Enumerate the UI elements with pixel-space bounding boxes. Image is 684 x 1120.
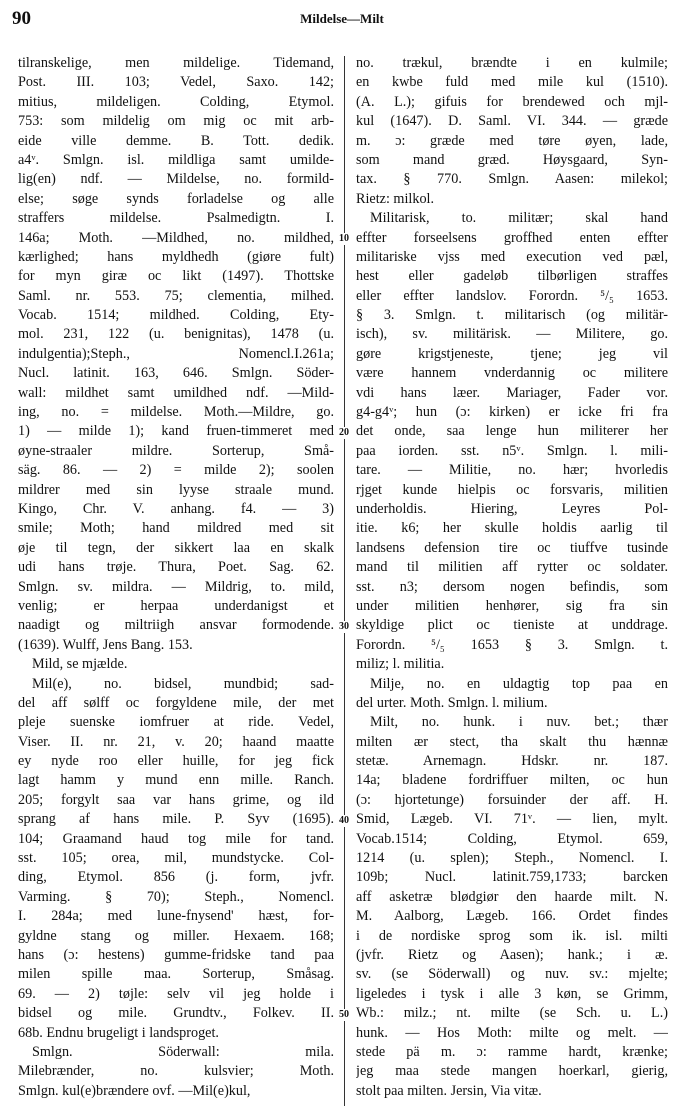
text-line: smile; Moth; hand mildred med sit [18, 520, 334, 537]
text-line: lig(en) ndf. — Mildelse, no. formild- [18, 171, 334, 188]
text-line: Milebrænder, no. kulsvier; Moth. [18, 1063, 334, 1080]
text-line: bidsel og mile. Grundtv., Folkev. II. [18, 1005, 334, 1022]
text-line: 68b. Endnu brugeligt i landsproget. [18, 1024, 219, 1041]
text-line: Mild, se mjælde. [32, 656, 128, 673]
text-line: sprang af hans mile. P. Syv (1695). [18, 811, 334, 828]
text-line: 109b; Nucl. latinit.759,1733; barcken [356, 869, 668, 886]
text-line: 205; forgylt saa var hans grime, og ild [18, 791, 334, 808]
text-line: a4ᵛ. Smlgn. isl. mildliga samt umilde- [18, 151, 334, 168]
text-line: wall: mildhet samt umildhed ndf. —Mild- [18, 384, 334, 401]
text-line: mildrer med sin lyyse straale mund. [18, 481, 334, 498]
text-line: paa iorden. sst. n5ᵛ. Smlgn. l. mili- [356, 442, 668, 459]
text-line: rjget kunde hielpis oc forsvaris, militien [356, 481, 668, 498]
text-line: ing, no. = mildelse. Moth.—Mildre, go. [18, 404, 334, 421]
text-line: tare. — Militie, no. hær; hvorledis [356, 462, 668, 479]
line-number-marker: 30 [339, 620, 349, 632]
text-line: landsens defension tire oc tiuffve tusinde [356, 539, 668, 556]
text-line: straffers mildelse. Psalmedigtn. I. [18, 210, 334, 227]
text-line: 14a; bladene fordriffuer milten, oc hun [356, 772, 668, 789]
text-line: 69. — 2) tøjle: selv vil jeg holde i [18, 985, 334, 1002]
text-line: ey nyde roo eller huille, for jeg fick [18, 753, 334, 770]
text-line: Milje, no. en uldagtig top paa en [370, 675, 668, 692]
text-line: gøre krigstjeneste, tjene; jeg vil [356, 345, 668, 362]
text-line: Wb.: milz.; nt. milte (se Sch. u. L.) [356, 1005, 668, 1022]
text-line: Saml. nr. 553. 75; clementia, milhed. [18, 287, 334, 304]
text-line: Smlgn. kul(e)brændere ovf. —Mil(e)kul, [18, 1082, 251, 1099]
line-number-marker: 10 [339, 232, 349, 244]
text-line: kul (1647). D. Saml. VI. 344. — græde [356, 113, 668, 130]
text-line: øje til tegn, der sikkert laa en skalk [18, 539, 334, 556]
column-divider [344, 56, 345, 1106]
text-line: øyne-straaler mildre. Sorterup, Små- [18, 442, 334, 459]
text-line: 1) — milde 1); kand fruen-timmeret med [18, 423, 334, 440]
text-line: underholdis. Hiering, Leyres Pol- [356, 500, 668, 517]
text-line: milen spille maa. Sorterup, Småsag. [18, 966, 334, 983]
text-line: som mand græd. Høysgaard, Syn- [356, 151, 668, 168]
text-line: indulgentia);Steph., Nomencl.I.261a; [18, 345, 334, 362]
text-line: 104; Graamand haud tog mile for tand. [18, 830, 334, 847]
text-line: 1214 (u. splen); Steph., Nomencl. I. [356, 850, 668, 867]
page-header [0, 6, 684, 32]
text-line: være hannem vnderdannig oc militere [356, 365, 668, 382]
text-line: else; søge synds forladelse og alle [18, 190, 334, 207]
text-line: no. trækul, brændte i en kulmile; [356, 55, 668, 71]
text-line: Forordn. ⁵/₅ 1653 § 3. Smlgn. t. [356, 636, 668, 653]
text-line: Militarisk, to. militær; skal hand [370, 210, 668, 227]
text-line: I. 284a; med lune-fnysend' hæst, for- [18, 908, 334, 925]
text-line: tilranskelige, men mildelige. Tidemand, [18, 55, 334, 71]
text-line: Varming. § 70); Steph., Nomencl. [18, 888, 334, 905]
text-line: gyldne stang og miller. Hexaem. 168; [18, 927, 334, 944]
text-line: Rietz: milkol. [356, 190, 435, 207]
line-number-marker: 50 [339, 1008, 349, 1020]
text-line: kærlighed; hans myldhedh (giøre fult) [18, 248, 334, 265]
text-line: g4-g4ᵛ; hun (ɔ: kirken) er icke fri fra [356, 404, 668, 421]
text-line: Smid, Lægeb. VI. 71ᵛ. — lien, mylt. [356, 811, 668, 828]
text-line: milten ær stect, tha skalt thu hænnæ [356, 733, 668, 750]
text-line: Nucl. latinit. 163, 646. Smlgn. Söder- [18, 365, 334, 382]
text-line: hans (ɔ: hestens) gumme-fridske tand paa [18, 946, 334, 963]
text-line: isch), sv. militärisk. — Militere, go. [356, 326, 668, 343]
text-line: mol. 231, 122 (u. benignitas), 1478 (u. [18, 326, 334, 343]
text-line: del urter. Moth. Smlgn. l. milium. [356, 694, 548, 711]
text-line: venlig; er herpaa underdanigst et [18, 597, 334, 614]
text-line: sst. 105; orea, mil, mundstycke. Col- [18, 850, 334, 867]
text-line: Smlgn. Söderwall: mila. [32, 1043, 334, 1060]
text-line: m. ɔ: græde med tøre øyen, lade, [356, 132, 668, 149]
text-line: stolt paa milten. Jersin, Via vitæ. [356, 1082, 542, 1099]
text-line: tax. § 770. Smlgn. Aasen: milekol; [356, 171, 668, 188]
text-line: ligeledes i tysk i alle 3 køn, se Grimm, [356, 985, 668, 1002]
running-title: Mildelse—Milt [300, 11, 384, 26]
text-line: (1639). Wulff, Jens Bang. 153. [18, 636, 193, 653]
text-line: miliz; l. militia. [356, 656, 445, 673]
right-column [356, 54, 668, 1101]
text-line: M. Aalborg, Lægeb. 166. Ordet findes [356, 908, 668, 925]
text-line: for myn giræ oc likt (1497). Thottske [18, 268, 334, 285]
text-line: mand til militien aff rytter oc soldater. [356, 559, 668, 576]
text-line: Mil(e), no. bidsel, mundbid; sad- [32, 675, 334, 692]
text-line: Milt, no. hunk. i nuv. bet.; thær [370, 714, 668, 731]
text-line: under militien henhører, sig fra sin [356, 597, 668, 614]
text-line: Vocab.1514; Colding, Etymol. 659, [356, 830, 668, 847]
text-line: § 3. Smlgn. t. militarisch (og militär- [356, 307, 668, 324]
text-line: hunk. — Hos Moth: milte og melt. — [356, 1024, 668, 1041]
text-line: 146a; Moth. —Mildhed, no. mildhed, [18, 229, 334, 246]
text-line: det onde, saa lenge hun militerer her [356, 423, 668, 440]
text-line: naadigt og miltriigh ansvar formodende. [18, 617, 334, 634]
text-line: effter forseelsens groffhed enten effter [356, 229, 668, 246]
text-line: i de nordiske sprog som ik. isl. milti [356, 927, 668, 944]
text-line: skyldige plict oc tieniste at unddrage. [356, 617, 668, 634]
text-line: Smlgn. sv. mildra. — Mildrig, to. mild, [18, 578, 334, 595]
text-line: militariske vjss med execution ved pæl, [356, 248, 668, 265]
text-line: (A. L.); gifuis for brendewed och mjl- [356, 93, 668, 110]
text-line: lagt hamm y mund enn mille. Ranch. [18, 772, 334, 789]
text-line: stede pä m. ɔ: ramme hardt, krænke; [356, 1043, 668, 1060]
text-line: (jvfr. Rietz og Aasen); hank.; i æ. [356, 946, 668, 963]
text-line: Viser. II. nr. 21, v. 20; haand maatte [18, 733, 334, 750]
line-number-marker: 20 [339, 426, 349, 438]
text-line: del aff sølff oc forgyldene mile, der met [18, 694, 334, 711]
text-line: säg. 86. — 2) = milde 2); soolen [18, 462, 334, 479]
text-line: ding, Etymol. 856 (j. form, jvfr. [18, 869, 334, 886]
text-line: sst. n3; dersom nogen befindis, som [356, 578, 668, 595]
page-number: 90 [12, 8, 31, 29]
text-line: jeg maa stede mangen hoerkarl, gierig, [356, 1063, 668, 1080]
text-line: Post. III. 103; Vedel, Saxo. 142; [18, 74, 334, 91]
text-line: sv. (se Söderwall) og nuv. sv.: mjelte; [356, 966, 668, 983]
text-line: itie. k6; her skulle holdis aarlig til [356, 520, 668, 537]
text-line: Vocab. 1514; mildhed. Colding, Ety- [18, 307, 334, 324]
text-line: vdi hans læer. Mariager, Fader vor. [356, 384, 668, 401]
text-line: udi hans trøje. Thura, Poet. Sag. 62. [18, 559, 334, 576]
text-line: eide ville demme. B. Tott. dedik. [18, 132, 334, 149]
text-line: mitius, mildeligen. Colding, Etymol. [18, 93, 334, 110]
text-line: stetæ. Arnemagn. Hdskr. nr. 187. [356, 753, 668, 770]
text-line: aff asketræ blødgiør den haarde milt. N. [356, 888, 668, 905]
line-number-marker: 40 [339, 814, 349, 826]
text-line: hest eller gadeløb tilbørligen straffes [356, 268, 668, 285]
text-line: en kwbe fuld med mile kul (1510). [356, 74, 668, 91]
text-line: (ɔ: hjortetunge) forsuinder der aff. H. [356, 791, 668, 808]
text-line: 753: som mildelig om mig oc mit arb- [18, 113, 334, 130]
left-column [18, 54, 334, 1101]
text-line: eller effter landslov. Forordn. ⁵/₅ 1653. [356, 287, 668, 304]
text-line: pleje suenske iomfruer at ride. Vedel, [18, 714, 334, 731]
text-line: Kingo, Chr. V. anhang. f4. — 3) [18, 500, 334, 517]
